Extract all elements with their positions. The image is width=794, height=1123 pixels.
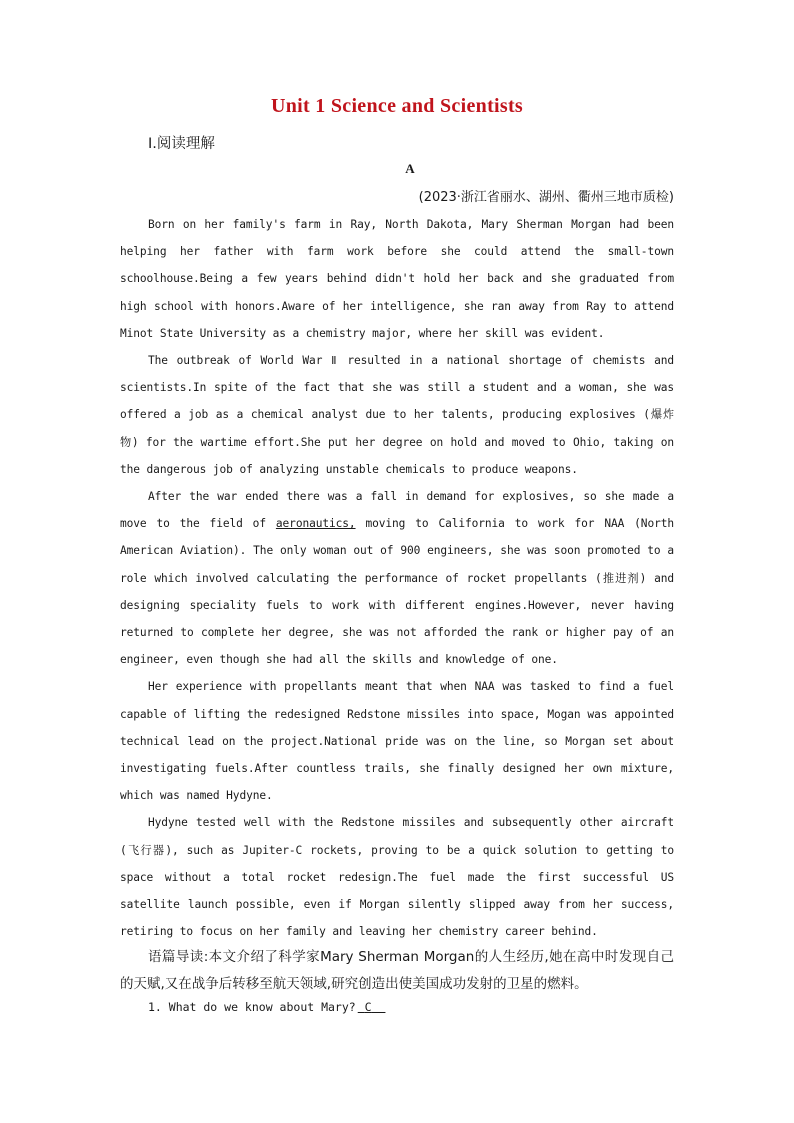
page-title: Unit 1 Science and Scientists — [270, 95, 524, 117]
question-1 — [148, 1000, 387, 1014]
section-heading: Ⅰ.阅读理解 — [148, 136, 215, 152]
paragraph-1: Born on her family's farm in Ray, North Dakota, Mary Sherman Morgan had been helping her father with farm work before she could attend the small-town schoolhouse.Being a few years behind didn't hold her back and she graduated from high school with honors.Aware of her intelligence, she ran away from Ray to attend Minot State University as a chemistry major, where her skill was evident. — [120, 218, 674, 340]
paragraph-5: Hydyne tested well with the Redstone missiles and subsequently other aircraft (飞行器), such as Jupiter-C rockets, proving to be a quick solution to getting to space without a total rocket redesign.The fuel made the first successful US satellite launch possible, even if Morgan silently slipped away from her success, retiring to focus on her family and leaving her chemistry career behind. — [120, 816, 674, 939]
answer-blank — [356, 1000, 388, 1014]
answer-value: C — [364, 1000, 372, 1014]
source-note: (2023·浙江省丽水、湖州、衢州三地市质检) — [418, 190, 674, 205]
question-text: 1. What do we know about Mary? — [148, 1000, 356, 1014]
passage-label: A — [405, 161, 415, 176]
paragraph-4: Her experience with propellants meant that when NAA was tasked to find a fuel capable of lifting the redesigned Redstone missiles into space, Mogan was appointed technical lead on the project.National pride was on the line, so Morgan set about investigating fuels.After countless trails, she finally designed her own mixture, which was named Hydyne. — [120, 680, 674, 803]
reading-passage — [120, 211, 674, 945]
paragraph-3-end: moving to California to work for NAA (North American Aviation). The only woman out of 900 engineers, she was soon promoted to a role which involved calculating the performance of rocket propellants (推进剂) and designing speciality fuels to work with different engines.However, never having returned to complete her degree, she was not afforded the rank or higher pay of an engineer, even though she had all the skills and knowledge of one. — [120, 517, 674, 667]
paragraph-3 — [120, 483, 674, 673]
paragraph-3-start: After the war ended there was a fall in demand for explosives, so she made a move to the field of — [120, 490, 674, 531]
paragraph-2: The outbreak of World War Ⅱ resulted in a national shortage of chemists and scientists.In spite of the fact that she was still a student and a woman, she was offered a job as a chemical analyst due to her talents, producing explosives (爆炸物) for the wartime effort.She put her degree on hold and moved to Ohio, taking on the dangerous job of analyzing unstable chemicals to produce weapons. — [120, 354, 674, 476]
underlined-word: aeronautics, — [275, 517, 356, 531]
passage-guide: 语篇导读:本文介绍了科学家Mary Sherman Morgan的人生经历,她在高中时发现自己的天赋,又在战争后转移至航天领域,研究创造出使美国成功发射的卫星的燃料。 — [120, 949, 674, 992]
